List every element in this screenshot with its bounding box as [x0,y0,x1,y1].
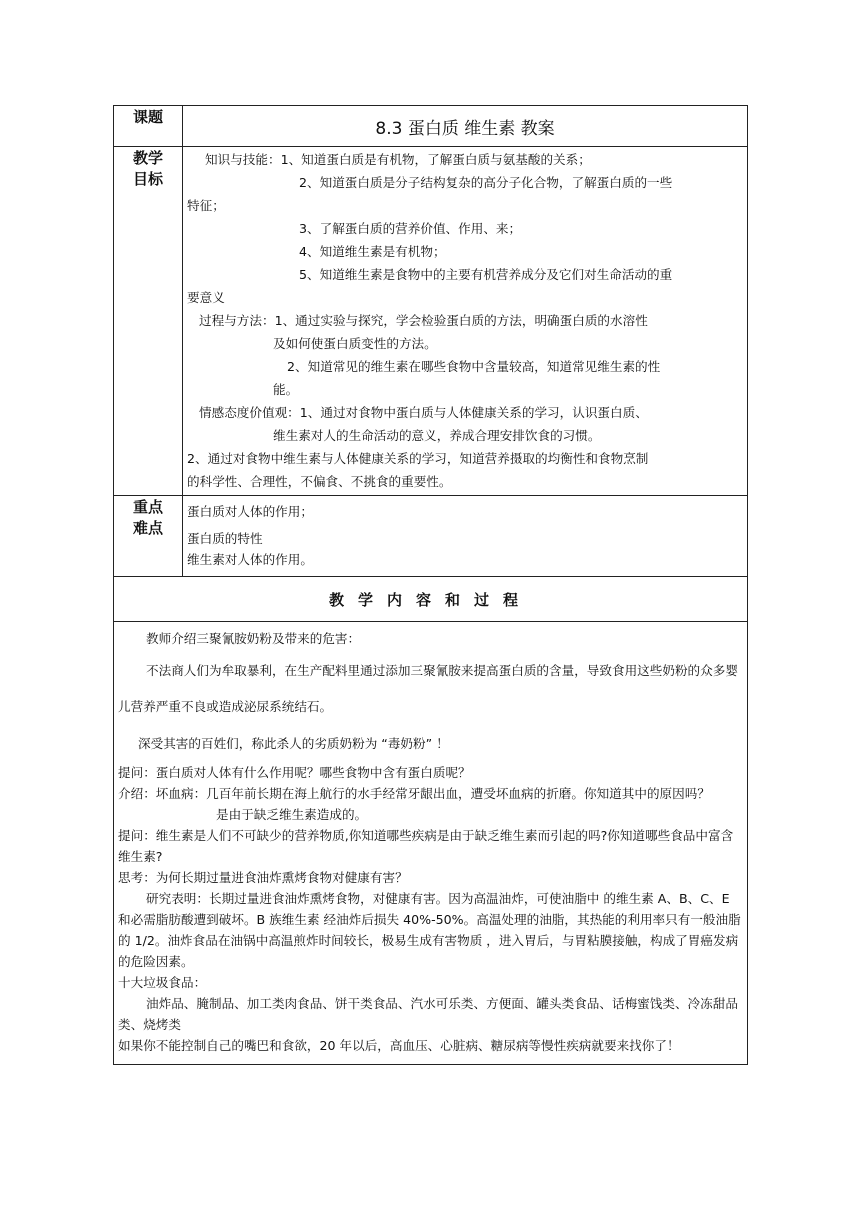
title-row [114,106,748,147]
lesson-plan-table [113,105,748,1065]
objectives-label-line2: 目标 [132,170,163,188]
objective-line: 2、通过对食物中维生素与人体健康关系的学习，知道营养摄取的均衡性和食物烹制 [187,451,649,466]
key-point: 维生素对人体的作用。 [187,552,313,567]
objectives-label-line1: 教学 [132,149,163,167]
key-points-label-line1: 重点 [132,498,163,516]
key-point: 蛋白质的特性 [187,531,263,546]
objective-line: 2、知道蛋白质是分子结构复杂的高分子化合物，了解蛋白质的一些 [299,175,673,190]
content-paragraph: 介绍：坏血病：几百年前长期在海上航行的水手经常牙龈出血，遭受坏血病的折磨。你知道其中的原因吗？ [118,786,710,801]
content-paragraph: 研究表明：长期过量进食油炸熏烤食物，对健康有害。因为高温油炸，可使油脂中 的维生素 A、B、C、E 和必需脂肪酸遭到破坏。B 族维生素 经油炸后损失 40%-50%。高温处理的油脂，其热能的利用率只有一般油脂的 1/2。油炸食品在油锅中高温煎炸时间较长，极易生成有害物质 ，进入胃后，与胃粘膜接触，构成了胃癌发病的危险因素。 [118,891,741,969]
title-label: 课题 [132,108,163,126]
key-points-label-cell [114,496,183,577]
objective-line: 2、知道常见的维生素在哪些食物中含量较高，知道常见维生素的性 [287,359,661,374]
objective-line: 要意义 [187,290,225,305]
content-paragraph: 油炸品、腌制品、加工类肉食品、饼干类食品、汽水可乐类、方便面、罐头类食品、话梅蜜饯类、冷冻甜品类、烧烤类 [118,996,738,1032]
objective-line: 5、知道维生素是食物中的主要有机营养成分及它们对生命活动的重 [299,267,673,282]
key-points-cell [183,496,748,577]
objective-line: 4、知道维生素是有机物； [299,244,446,259]
title-cell [183,106,748,147]
key-points-row [114,496,748,577]
content-paragraph: 如果你不能控制自己的嘴巴和食欲，20 年以后，高血压、心脏病、糖尿病等慢性疾病就要来找你了！ [118,1038,680,1053]
objectives-row [114,147,748,496]
content-row [114,622,748,1065]
objective-line: 过程与方法：1、通过实验与探究，学会检验蛋白质的方法，明确蛋白质的水溶性 [199,313,648,328]
objective-line: 及如何使蛋白质变性的方法。 [273,336,437,351]
objective-line: 的科学性、合理性，不偏食、不挑食的重要性。 [187,474,452,489]
objective-line: 特征； [187,198,225,213]
content-paragraph: 教师介绍三聚氰胺奶粉及带来的危害： [146,631,361,646]
content-paragraph: 思考：为何长期过量进食油炸熏烤食物对健康有害？ [118,870,408,885]
lesson-title: 8.3 蛋白质 维生素 教案 [375,118,555,139]
section-heading: 教学内容和过程 [114,577,748,622]
content-paragraph: 不法商人们为牟取暴利，在生产配料里通过添加三聚氰胺来提高蛋白质的含量，导致食用这些奶粉的众多婴儿营养严重不良或造成泌尿系统结石。 [118,663,738,714]
content-paragraph: 提问：维生素是人们不可缺少的营养物质,你知道哪些疾病是由于缺乏维生素而引起的吗?你知道哪些食品中富含维生素? [118,828,734,864]
objective-line: 能。 [273,382,299,397]
content-paragraph: 是由于缺乏维生素造成的。 [216,807,368,822]
content-cell [114,622,748,1065]
key-point: 蛋白质对人体的作用； [187,504,313,519]
content-paragraph: 十大垃圾食品： [118,975,207,990]
objective-line: 情感态度价值观：1、通过对食物中蛋白质与人体健康关系的学习，认识蛋白质、 [199,405,648,420]
section-heading-row [114,577,748,622]
content-paragraph: 深受其害的百姓们，称此杀人的劣质奶粉为 “毒奶粉” ！ [138,736,449,751]
objectives-cell [183,147,748,496]
key-points-label-line2: 难点 [132,519,163,537]
lesson-plan-page [113,105,748,1065]
objective-line: 知识与技能：1、知道蛋白质是有机物，了解蛋白质与氨基酸的关系； [205,152,591,167]
content-paragraph: 提问：蛋白质对人体有什么作用呢？哪些食物中含有蛋白质呢？ [118,765,471,780]
objective-line: 3、了解蛋白质的营养价值、作用、来； [299,221,522,236]
objectives-label-cell [114,147,183,496]
title-label-cell [114,106,183,147]
objective-line: 维生素对人的生命活动的意义，养成合理安排饮食的习惯。 [273,428,601,443]
